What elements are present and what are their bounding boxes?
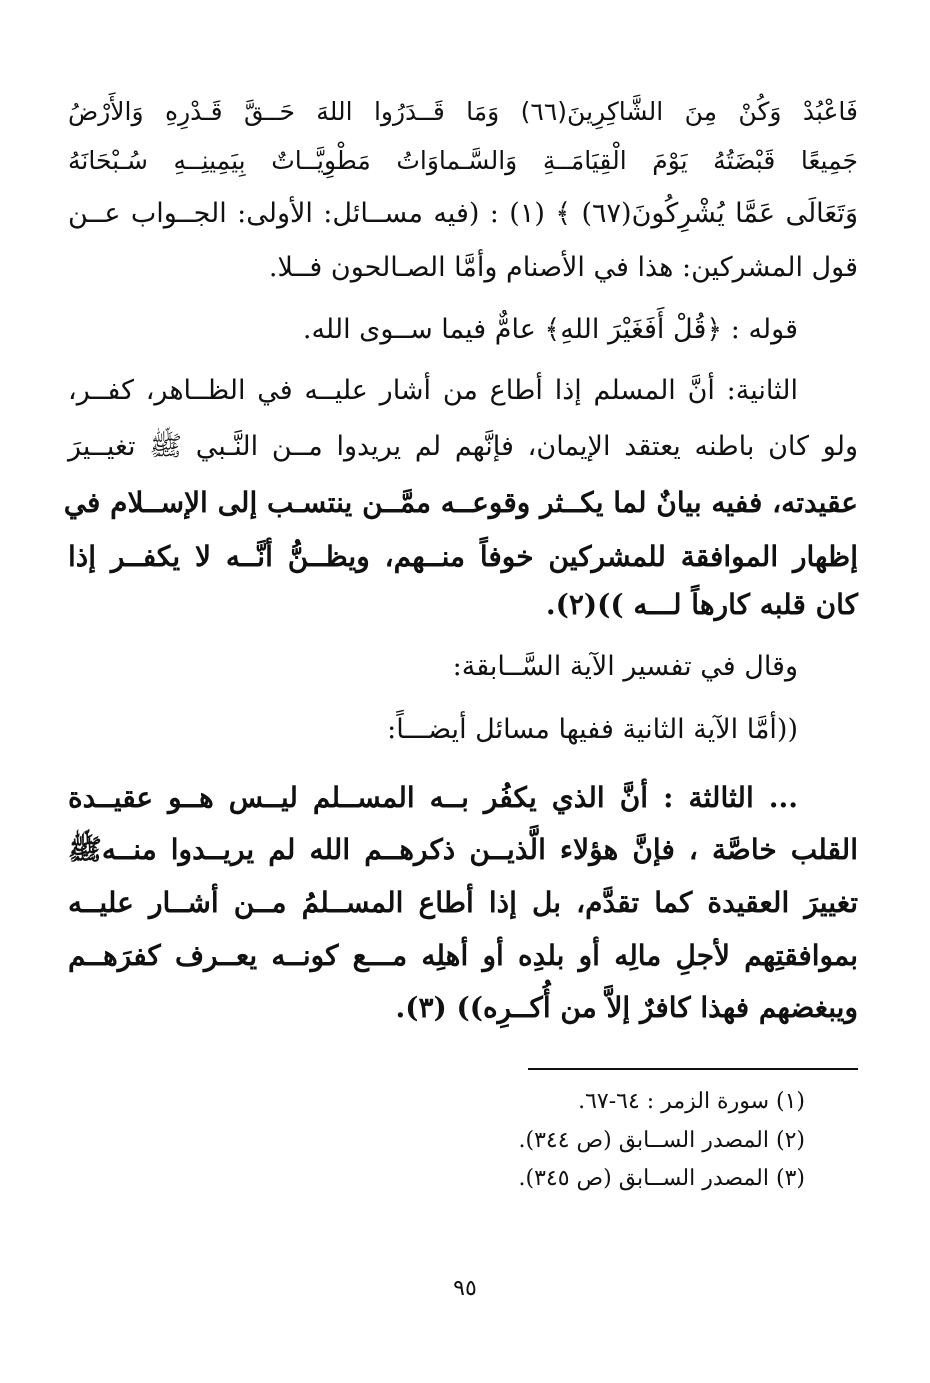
quran-verse-line-1: فَاعْبُدْ وَكُنْ مِنَ الشَّاكِرِينَ(٦٦) وَمَا قَــدَرُوا اللهَ حَــقَّ قَـدْرِهِ وَالأَرْضُ: [68, 97, 858, 126]
text-line: ولو كان باطنه يعتقد الإيمان، فإنَّهم لم يريدوا مــن النَّـبي ﷺ تغيــيرَ: [68, 431, 858, 462]
bold-text-line: ... الثالثة : أنَّ الذي يكفُر بــه المســلم ليــس هــو عقيــدة: [68, 781, 798, 814]
bold-text-line: تغييرَ العقيدة كما تقدَّم، بل إذا أطاع المســلمُ مــن أشــار عليــه: [68, 886, 858, 919]
text-line: ((أمَّا الآية الثانية ففيها مسائل أيضـــاً:: [387, 714, 798, 745]
text-line: وقال في تفسير الآية السَّــابقة:: [452, 651, 798, 682]
quran-verse-line-2: جَمِيعًا قَبْضَتُهُ يَوْمَ الْقِيَامَــةِ وَالسَّـماوَاتُ مَطْوِيَّــاتٌ بِيَمِينِــهِ سُـبْحَانَهُ: [68, 146, 858, 175]
bold-text-line: القلب خاصَّة ، فإنَّ هؤلاء الَّذيــن ذكرهــم الله لم يريــدوا منــهﷺ: [68, 833, 858, 866]
bold-text-line: كان قلبه كارهاً لـــه ))(٢).: [545, 588, 858, 621]
text-line: الثانية: أنَّ المسلم إذا أطاع من أشار عليــه في الظــاهر، كفــر،: [68, 375, 798, 406]
bold-text-line: إظهار الموافقة للمشركين خوفاً منــهم، ويظــنُّ أنَّــه لا يكفــر إذا: [68, 540, 858, 573]
footnote-separator: [528, 1068, 858, 1070]
text-line: قول المشركين: هذا في الأصنام وأمَّا الصـالحون فــلا.: [268, 252, 858, 283]
footnote: (١) سورة الزمر : ٦٤-٦٧.: [578, 1089, 805, 1114]
text-line: وَتَعَالَى عَمَّا يُشْرِكُونَ(٦٧) ﴾ (١) : (فيه مســائل: الأولى: الجــواب عــن: [68, 198, 858, 229]
bold-text-line: ويبغضهم فهذا كافرٌ إلاَّ من أُكــرِه)) (٣).: [395, 991, 858, 1024]
bold-text-line: عقيدته، ففيه بيانٌ لما يكــثر وقوعــه ممَّــن ينتسـب إلى الإســلام في: [63, 486, 858, 519]
footnote: (٣) المصدر الســابق (ص ٣٤٥).: [518, 1166, 805, 1191]
page-number: ٩٥: [453, 1276, 477, 1301]
text-line: قوله : ﴿قُلْ أَفَغَيْرَ اللهِ﴾ عامٌّ فيما ســوى الله.: [302, 314, 798, 345]
bold-text-line: بموافقتِهم لأجلِ مالِه أو بلدِه أو أهلِه مـــع كونــه يعــرف كفرَهــم: [68, 939, 858, 972]
footnote: (٢) المصدر الســابق (ص ٣٤٤).: [518, 1128, 805, 1153]
